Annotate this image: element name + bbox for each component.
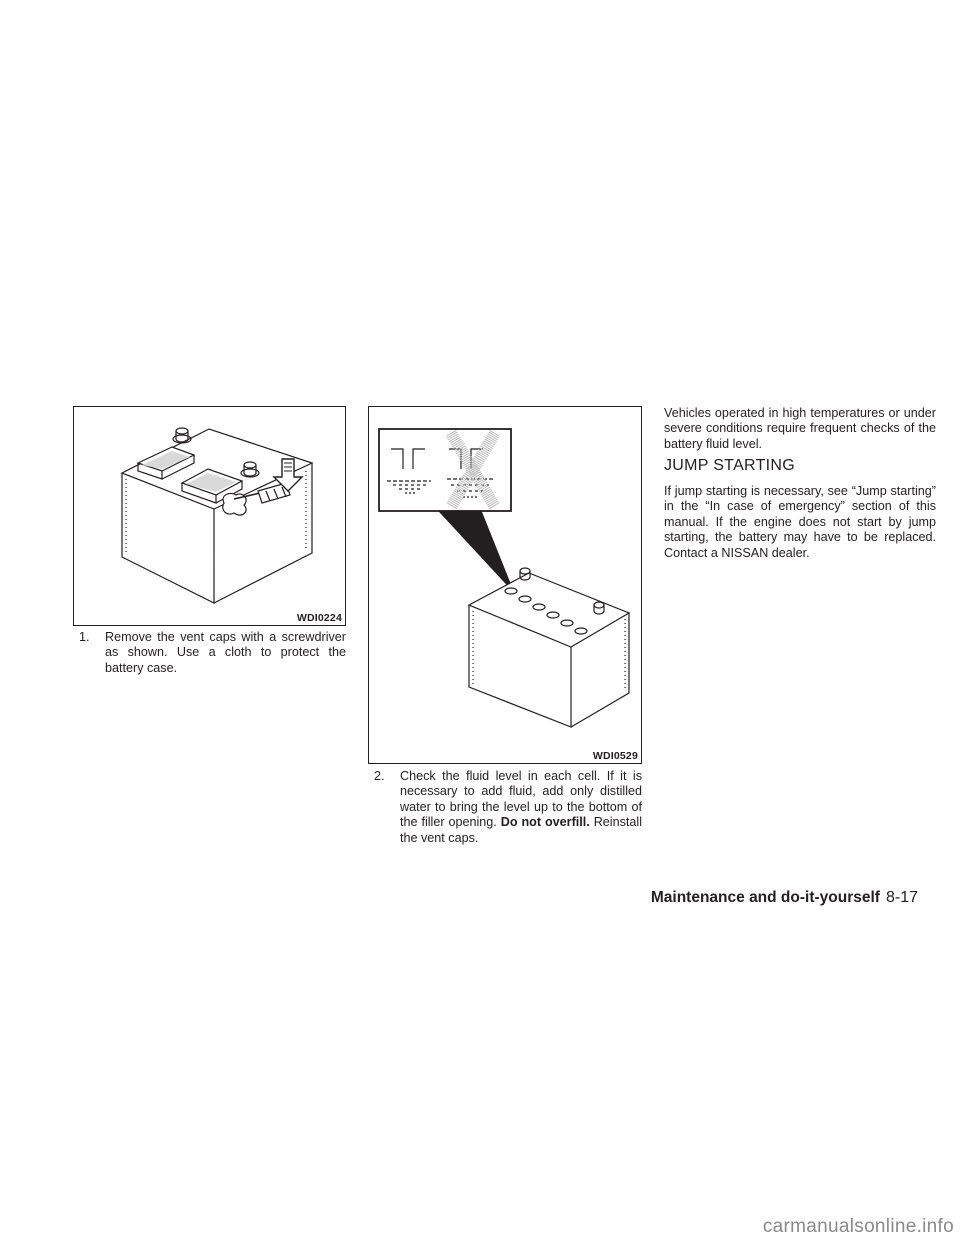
- jump-starting-text: If jump starting is necessary, see “Jump starting” in the “In case of emergency” section of this manual. If the engine does not start by jump starting, the battery may have to be replaced. Contact a NISSAN dealer.: [664, 484, 936, 560]
- figure-code: WDI0224: [296, 612, 342, 624]
- warning-text: Do not overfill.: [500, 815, 590, 830]
- battery-screwdriver-illustration: [74, 407, 345, 625]
- step-text: Remove the vent caps with a screwdriver as shown. Use a cloth to protect the battery case.: [105, 630, 346, 675]
- figure-code: WDI0529: [592, 750, 638, 762]
- step-text-main: Check the fluid level in each cell. If it is necessary to add fluid, add only distilled water to bring the level up to the bottom of the filler opening.: [400, 769, 642, 830]
- step-2: [374, 769, 642, 846]
- watermark: carmanualsonline.info: [762, 1216, 954, 1237]
- step-number: 2.: [374, 769, 385, 783]
- figure-fluid-level: [368, 406, 642, 764]
- step-1: [79, 630, 346, 676]
- page-footer: [651, 889, 918, 907]
- page-number: 8-17: [885, 889, 918, 906]
- section-heading: JUMP STARTING: [664, 457, 796, 474]
- step-text: [374, 769, 642, 846]
- step-number: 1.: [79, 630, 90, 644]
- step-text-end: Reinstall the vent caps.: [400, 815, 642, 845]
- section-title: Maintenance and do-it-yourself: [650, 889, 880, 906]
- figure-vent-cap-removal: [73, 406, 346, 626]
- battery-fluid-level-illustration: [369, 407, 641, 763]
- battery-check-note: Vehicles operated in high temperatures or under severe conditions require frequent checks of the battery fluid level.: [664, 406, 936, 451]
